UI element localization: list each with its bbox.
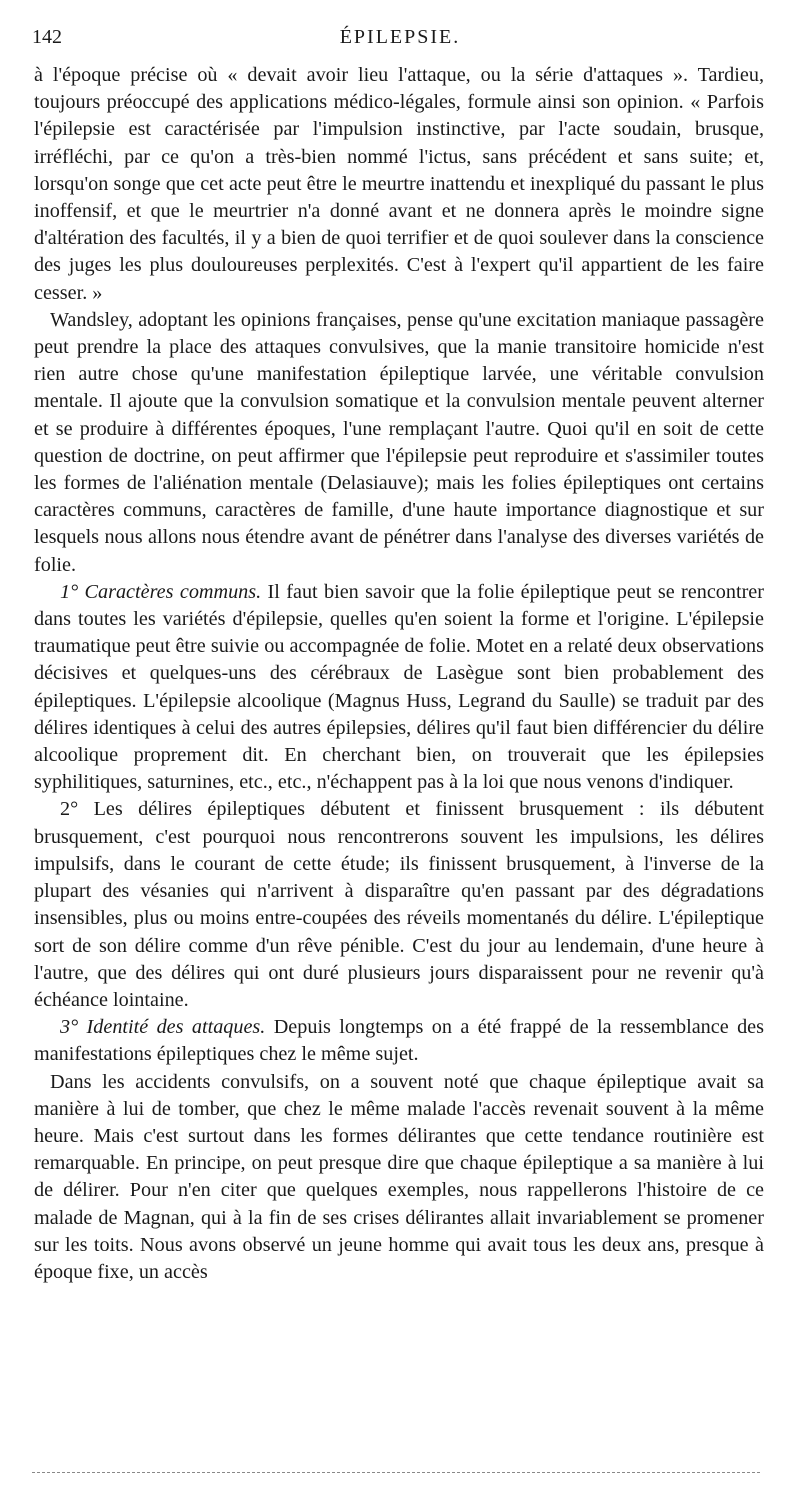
footer-rule <box>32 1472 760 1473</box>
section-caracteres-communs <box>34 579 764 797</box>
paragraph-continuation <box>34 62 764 307</box>
paragraph-text: Il faut bien savoir que la folie épileptique peut se rencontrer dans toutes les variétés d'épilepsie, quelles qu'en soient la forme et l'origine. L'épilepsie traumatique peut être suivie ou accompagnée de folie. Motet en a relaté deux observations décisives et quelques-uns des cérébraux de Lasègue sont bien probablement des épileptiques. L'épilepsie alcoolique (Magnus Huss, Legrand du Saulle) se traduit par des délires identiques à celui des autres épilepsies, délires qu'il faut bien différencier du délire alcoolique proprement dit. En cherchant bien, on trouverait que les épilepsies syphilitiques, saturnines, etc., etc., n'échappent pas à la loi que nous venons d'indiquer. <box>34 580 764 794</box>
paragraph-text: Depuis longtemps on a été frappé de la ressemblance des manifestations épileptiques chez le même sujet. <box>34 1016 764 1066</box>
paragraph-text: 2° Les délires épileptiques débutent et finissent brusquement : ils débutent brusquement, c'est pourquoi nous rencontrerons souvent les impulsions, les délires impulsifs, dans le courant de cette étude; ils finissent brusquement, à l'inverse de la plupart des vésanies qui n'arrivent à disparaître qu'en passant par des dégradations insensibles, plus ou moins entre-coupées des réveils momentanés du délire. L'épileptique sort de son délire comme d'un rêve pénible. C'est du jour au lendemain, d'une heure à l'autre, que des délires qui ont duré plusieurs jours disparaissent pour ne revenir qu'à échéance lointaine. <box>34 798 764 1011</box>
body-text <box>34 62 764 1286</box>
page-number: 142 <box>32 26 62 48</box>
paragraph-wandsley <box>34 307 764 579</box>
section-heading: 1° Caractères communs. <box>60 580 262 603</box>
section-delires-debut <box>34 796 764 1014</box>
paragraph-accidents-convulsifs <box>34 1069 764 1287</box>
paragraph-text: Wandsley, adoptant les opinions françaises, pense qu'une excitation maniaque passagère peut prendre la place des attaques convulsives, que la manie transitoire homicide n'est rien autre chose qu'une manifestation épileptique larvée, une véritable convulsion mentale. Il ajoute que la convulsion somatique et la convulsion mentale peuvent alterner et se produire à différentes époques, l'une remplaçant l'autre. Quoi qu'il en soit de cette question de doctrine, on peut affirmer que l'épilepsie peut reproduire et s'assimiler toutes les formes de l'aliénation mentale (Delasiauve); mais les folies épileptiques ont certains caractères communs, caractères de famille, d'une haute importance diagnostique et sur lesquels nous allons nous étendre avant de pénétrer dans l'analyse des diverses variétés de folie. <box>34 308 764 576</box>
section-heading: 3° Identité des attaques. <box>60 1016 266 1039</box>
paragraph-text: Dans les accidents convulsifs, on a souvent noté que chaque épileptique avait sa manière à lui de tomber, que chez le même malade l'accès revenait souvent à la même heure. Mais c'est surtout dans les formes délirantes que cette tendance routinière est remarquable. En principe, on peut presque dire que chaque épileptique a sa manière à lui de délirer. Pour n'en citer que quelques exemples, nous rappellerons l'histoire de ce malade de Magnan, qui à la fin de ses crises délirantes allait invariablement se promener sur les toits. Nous avons observé un jeune homme qui avait tous les deux ans, presque à époque fixe, un accès <box>34 1070 764 1283</box>
running-title: ÉPILEPSIE. <box>339 26 461 48</box>
paragraph-text: à l'époque précise où « devait avoir lieu l'attaque, ou la série d'attaques ». Tardieu, toujours préoccupé des applications médico-légales, formule ainsi son opinion. « Parfois l'épilepsie est caractérisée par l'impulsion instinctive, par l'acte soudain, brusque, irréfléchi, par ce qu'on a très-bien nommé l'ictus, sans précédent et sans suite; et, lorsqu'on songe que cet acte peut être le meurtre inattendu et inexpliqué du passant le plus inoffensif, et que le meurtrier n'a donné avant et ne donnera après le moindre signe d'altération des facultés, il y a bien de quoi terrifier et de quoi soulever dans la conscience des juges les plus douloureuses perplexités. C'est à l'expert qu'il appartient de les faire cesser. » <box>34 64 764 304</box>
page-header <box>32 26 768 56</box>
section-identite-attaques <box>34 1014 764 1068</box>
